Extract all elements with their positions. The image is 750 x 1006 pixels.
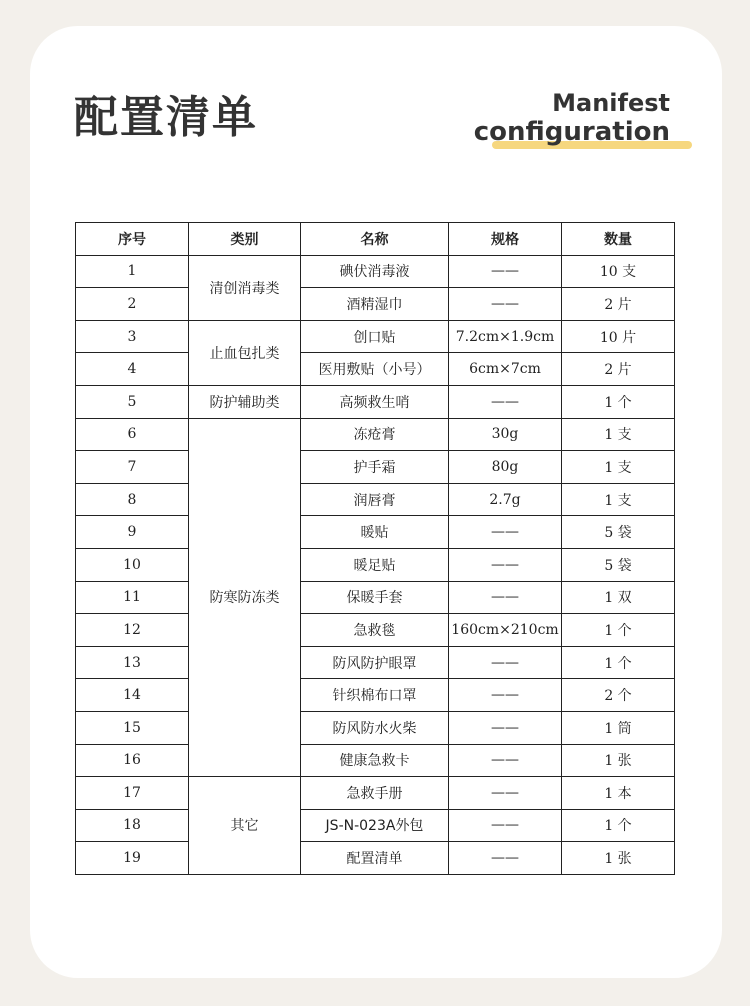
english-title-line2: configuration (473, 116, 670, 147)
cell-spec: 30g (449, 418, 562, 451)
cell-name: 急救手册 (301, 777, 449, 810)
cell-no: 6 (76, 418, 189, 451)
table-row (76, 777, 675, 810)
table-header-row (76, 223, 675, 256)
cell-qty: 10 片 (562, 320, 675, 353)
table-row (76, 679, 675, 712)
english-title-line1: Manifest (552, 89, 670, 117)
cell-no: 17 (76, 777, 189, 810)
page-title: 配置清单 (74, 92, 258, 143)
cell-qty: 1 支 (562, 451, 675, 484)
cell-name: 配置清单 (301, 842, 449, 875)
cell-no: 16 (76, 744, 189, 777)
cell-name: 润唇膏 (301, 483, 449, 516)
cell-spec: —— (449, 777, 562, 810)
cell-spec: —— (449, 581, 562, 614)
cell-name: 护手霜 (301, 451, 449, 484)
cell-name: 医用敷贴（小号） (301, 353, 449, 386)
cell-qty: 1 支 (562, 483, 675, 516)
table-row (76, 581, 675, 614)
col-header-qty: 数量 (562, 223, 675, 256)
table-row (76, 842, 675, 875)
col-header-category: 类别 (189, 223, 301, 256)
col-header-no: 序号 (76, 223, 189, 256)
cell-name: 创口贴 (301, 320, 449, 353)
cell-name: JS-N-023A外包 (301, 809, 449, 842)
cell-no: 9 (76, 516, 189, 549)
table-row (76, 711, 675, 744)
cell-name: 暖足贴 (301, 548, 449, 581)
table-row (76, 288, 675, 321)
cell-qty: 1 个 (562, 385, 675, 418)
cell-category: 防寒防冻类 (189, 418, 301, 777)
cell-no: 15 (76, 711, 189, 744)
cell-qty: 1 双 (562, 581, 675, 614)
cell-no: 13 (76, 646, 189, 679)
cell-qty: 5 袋 (562, 516, 675, 549)
cell-spec: —— (449, 711, 562, 744)
cell-qty: 1 支 (562, 418, 675, 451)
table-row (76, 418, 675, 451)
cell-name: 高频救生哨 (301, 385, 449, 418)
cell-category: 清创消毒类 (189, 255, 301, 320)
table-row (76, 483, 675, 516)
col-header-name: 名称 (301, 223, 449, 256)
cell-name: 防风防水火柴 (301, 711, 449, 744)
cell-no: 7 (76, 451, 189, 484)
cell-name: 急救毯 (301, 614, 449, 647)
cell-name: 冻疮膏 (301, 418, 449, 451)
cell-qty: 2 片 (562, 288, 675, 321)
cell-qty: 1 个 (562, 646, 675, 679)
cell-qty: 1 个 (562, 614, 675, 647)
cell-category: 止血包扎类 (189, 320, 301, 385)
cell-no: 11 (76, 581, 189, 614)
cell-spec: 2.7g (449, 483, 562, 516)
cell-no: 14 (76, 679, 189, 712)
cell-qty: 5 袋 (562, 548, 675, 581)
cell-qty: 1 张 (562, 744, 675, 777)
cell-spec: 80g (449, 451, 562, 484)
cell-no: 1 (76, 255, 189, 288)
cell-spec: —— (449, 385, 562, 418)
table-row (76, 646, 675, 679)
cell-name: 针织棉布口罩 (301, 679, 449, 712)
cell-no: 8 (76, 483, 189, 516)
cell-qty: 10 支 (562, 255, 675, 288)
cell-qty: 1 筒 (562, 711, 675, 744)
cell-spec: 7.2cm×1.9cm (449, 320, 562, 353)
table-row (76, 255, 675, 288)
cell-no: 10 (76, 548, 189, 581)
cell-qty: 1 本 (562, 777, 675, 810)
table-row (76, 320, 675, 353)
cell-no: 5 (76, 385, 189, 418)
english-title (474, 90, 670, 147)
cell-qty: 1 张 (562, 842, 675, 875)
cell-spec: 160cm×210cm (449, 614, 562, 647)
cell-spec: —— (449, 255, 562, 288)
cell-qty: 2 个 (562, 679, 675, 712)
cell-spec: 6cm×7cm (449, 353, 562, 386)
cell-no: 18 (76, 809, 189, 842)
cell-spec: —— (449, 809, 562, 842)
cell-name: 保暖手套 (301, 581, 449, 614)
table-row (76, 614, 675, 647)
cell-spec: —— (449, 842, 562, 875)
cell-name: 酒精湿巾 (301, 288, 449, 321)
cell-spec: —— (449, 288, 562, 321)
cell-spec: —— (449, 646, 562, 679)
table-row (76, 744, 675, 777)
cell-name: 防风防护眼罩 (301, 646, 449, 679)
cell-spec: —— (449, 548, 562, 581)
cell-qty: 1 个 (562, 809, 675, 842)
cell-spec: —— (449, 516, 562, 549)
cell-no: 3 (76, 320, 189, 353)
cell-no: 12 (76, 614, 189, 647)
cell-category: 其它 (189, 777, 301, 875)
table-row (76, 516, 675, 549)
cell-name: 健康急救卡 (301, 744, 449, 777)
cell-name: 碘伏消毒液 (301, 255, 449, 288)
cell-spec: —— (449, 679, 562, 712)
cell-name: 暖贴 (301, 516, 449, 549)
cell-category: 防护辅助类 (189, 385, 301, 418)
cell-no: 19 (76, 842, 189, 875)
cell-qty: 2 片 (562, 353, 675, 386)
table-row (76, 451, 675, 484)
table-row (76, 353, 675, 386)
table-row (76, 385, 675, 418)
cell-no: 4 (76, 353, 189, 386)
table-row (76, 809, 675, 842)
cell-spec: —— (449, 744, 562, 777)
cell-no: 2 (76, 288, 189, 321)
table-row (76, 548, 675, 581)
manifest-table (75, 222, 675, 875)
col-header-spec: 规格 (449, 223, 562, 256)
